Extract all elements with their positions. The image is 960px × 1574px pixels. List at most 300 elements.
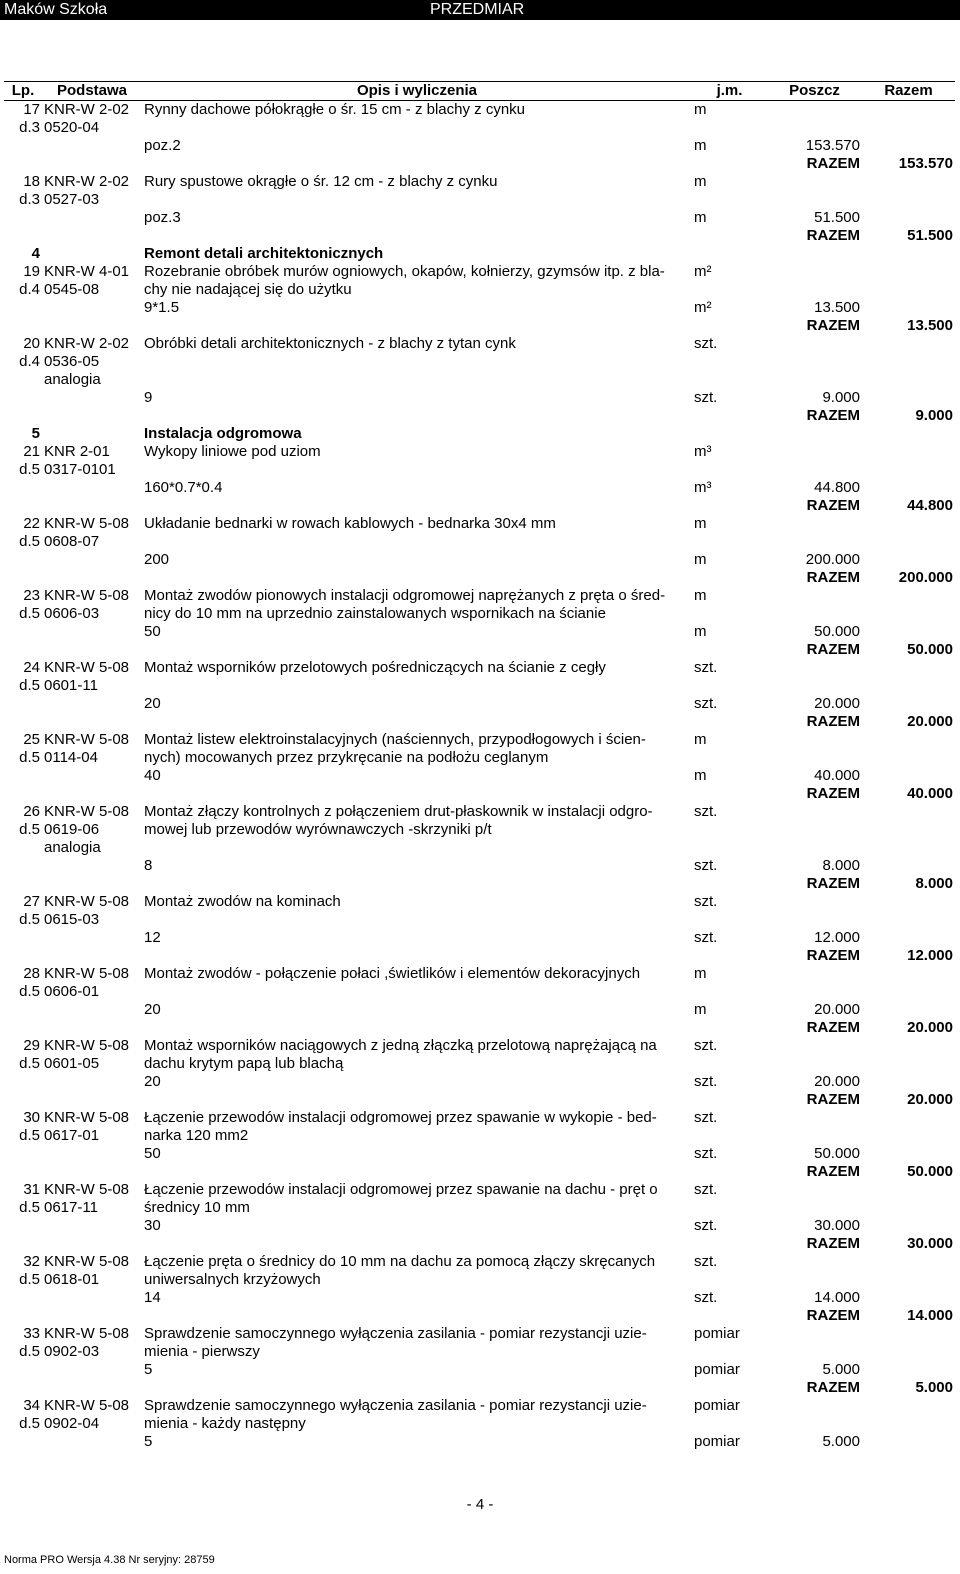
cell-razem	[862, 839, 955, 857]
cell-lp: d.5	[19, 1055, 40, 1072]
cell-podstawa: 0608-07	[44, 533, 100, 550]
cell-jm	[692, 245, 767, 263]
software-info: Norma PRO Wersja 4.38 Nr seryjny: 28759	[4, 1554, 215, 1566]
cell-poszcz	[767, 371, 862, 389]
cell-podstawa: KNR-W 5-08	[44, 803, 130, 820]
table-row	[4, 173, 955, 191]
cell-jm	[692, 1055, 767, 1073]
cell-podstawa: KNR-W 5-08	[44, 731, 130, 748]
cell-poszcz	[767, 1325, 862, 1343]
cell-lp	[4, 569, 42, 587]
cell-jm	[692, 191, 767, 209]
table-row	[4, 1343, 955, 1361]
cell-podstawa	[42, 1073, 142, 1091]
cell-razem	[862, 1343, 955, 1361]
cell-podstawa: KNR-W 4-01	[44, 263, 130, 280]
cell-podstawa	[42, 389, 142, 407]
cell-razem: 14.000	[907, 1307, 953, 1324]
cell-razem: 20.000	[907, 713, 953, 730]
cell-razem	[862, 965, 955, 983]
cell-podstawa	[42, 1235, 142, 1253]
cell-poszcz	[767, 911, 862, 929]
cell-podstawa	[42, 1091, 142, 1109]
cell-lp	[4, 623, 42, 641]
table-row	[4, 155, 955, 173]
cell-podstawa	[42, 785, 142, 803]
col-header-razem: Razem	[862, 82, 955, 101]
cell-podstawa	[42, 479, 142, 497]
cell-podstawa	[42, 1433, 142, 1451]
table-row	[4, 1397, 955, 1415]
col-header-lp: Lp.	[4, 82, 42, 101]
cell-razem	[862, 1127, 955, 1145]
cell-opis	[142, 191, 692, 209]
cell-jm: m	[694, 173, 707, 190]
cell-podstawa	[42, 551, 142, 569]
cell-lp	[4, 1379, 42, 1397]
cell-razem	[862, 461, 955, 479]
cell-opis: Montaż zwodów pionowych instalacji odgromowej naprężanych z pręta o śred-	[144, 587, 666, 604]
cell-lp: 22	[23, 515, 40, 532]
cell-podstawa: 0618-01	[44, 1271, 100, 1288]
cell-poszcz	[767, 965, 862, 983]
cell-podstawa: KNR-W 5-08	[44, 1037, 130, 1054]
table-row	[4, 1037, 955, 1055]
cell-poszcz: 51.500	[814, 209, 860, 226]
cell-opis	[142, 407, 692, 425]
cell-poszcz	[767, 893, 862, 911]
table-row	[4, 1433, 955, 1451]
cell-razem: 12.000	[907, 947, 953, 964]
table-body	[4, 101, 955, 1452]
cell-opis	[142, 461, 692, 479]
cell-jm	[692, 1415, 767, 1433]
cell-poszcz: RAZEM	[806, 785, 860, 802]
cell-jm: pomiar	[694, 1433, 740, 1450]
cell-poszcz: 5.000	[822, 1361, 860, 1378]
cell-opis: nicy do 10 mm na uprzednio zainstalowanych wspornikach na ścianie	[144, 605, 606, 622]
cell-podstawa: KNR 2-01	[44, 443, 110, 460]
cell-jm	[692, 749, 767, 767]
cell-opis: mienia - każdy następny	[144, 1415, 306, 1432]
table-row	[4, 389, 955, 407]
cell-jm: pomiar	[694, 1361, 740, 1378]
cell-poszcz	[767, 1343, 862, 1361]
cell-razem	[862, 1217, 955, 1235]
cell-razem	[862, 659, 955, 677]
cell-jm: szt.	[694, 1289, 718, 1306]
cell-lp	[4, 1019, 42, 1037]
cell-razem	[862, 119, 955, 137]
table-row	[4, 443, 955, 461]
cell-lp: d.4	[19, 353, 40, 370]
table-row	[4, 749, 955, 767]
cell-lp: 21	[23, 443, 40, 460]
cell-lp: 29	[23, 1037, 40, 1054]
cell-razem	[862, 1433, 955, 1451]
cell-jm	[692, 1091, 767, 1109]
table-row	[4, 515, 955, 533]
table-row	[4, 1019, 955, 1037]
cell-razem	[862, 101, 955, 120]
cell-jm: m	[694, 965, 707, 982]
cell-lp: d.4	[19, 281, 40, 298]
cell-lp: 31	[23, 1181, 40, 1198]
cell-poszcz	[767, 731, 862, 749]
table-row	[4, 587, 955, 605]
cell-razem	[862, 389, 955, 407]
cell-jm: m	[694, 623, 707, 640]
cell-poszcz	[767, 839, 862, 857]
cell-poszcz: RAZEM	[806, 227, 860, 244]
table-row	[4, 641, 955, 659]
table-row	[4, 893, 955, 911]
header-title: PRZEDMIAR	[430, 1, 525, 18]
col-header-opis: Opis i wyliczenia	[142, 82, 692, 101]
cell-opis: 40	[144, 767, 161, 784]
cell-razem	[862, 1181, 955, 1199]
cell-jm	[692, 839, 767, 857]
cell-jm	[692, 371, 767, 389]
cell-lp	[4, 1217, 42, 1235]
cell-podstawa: analogia	[44, 839, 101, 856]
cell-poszcz	[767, 983, 862, 1001]
cell-jm	[692, 677, 767, 695]
cell-razem	[862, 803, 955, 821]
cell-jm	[692, 407, 767, 425]
cell-lp: 24	[23, 659, 40, 676]
cell-poszcz: 30.000	[814, 1217, 860, 1234]
cell-razem	[862, 371, 955, 389]
cell-lp	[4, 1145, 42, 1163]
cell-lp: d.5	[19, 533, 40, 550]
cell-razem	[862, 1055, 955, 1073]
cell-opis: Łączenie przewodów instalacji odgromowej przez spawanie na dachu - pręt o	[144, 1181, 658, 1198]
cell-poszcz: RAZEM	[806, 569, 860, 586]
cell-lp	[4, 929, 42, 947]
cell-lp: d.5	[19, 1271, 40, 1288]
cell-lp	[4, 1433, 42, 1451]
table-row	[4, 317, 955, 335]
cell-opis: Montaż zwodów na kominach	[144, 893, 341, 910]
cell-poszcz	[767, 1109, 862, 1127]
cell-podstawa	[42, 695, 142, 713]
cell-poszcz	[767, 191, 862, 209]
cell-opis: 14	[144, 1289, 161, 1306]
cell-opis	[142, 947, 692, 965]
table-row	[4, 1325, 955, 1343]
cell-poszcz: 5.000	[822, 1433, 860, 1450]
cell-razem: 8.000	[915, 875, 953, 892]
cell-poszcz: RAZEM	[806, 155, 860, 172]
table-row	[4, 1181, 955, 1199]
cell-poszcz	[767, 821, 862, 839]
cell-poszcz	[767, 173, 862, 191]
table-row	[4, 1379, 955, 1397]
cell-lp	[4, 785, 42, 803]
col-header-poszcz: Poszcz	[767, 82, 862, 101]
cell-razem	[862, 587, 955, 605]
col-header-podstawa: Podstawa	[42, 82, 142, 101]
cell-podstawa: KNR-W 5-08	[44, 893, 130, 910]
cell-razem	[862, 173, 955, 191]
cell-podstawa: 0536-05	[44, 353, 100, 370]
table-row	[4, 1271, 955, 1289]
table-row	[4, 479, 955, 497]
cell-lp: 4	[31, 245, 40, 262]
cell-razem: 40.000	[907, 785, 953, 802]
cell-jm: m	[694, 515, 707, 532]
table-row	[4, 929, 955, 947]
cell-razem	[862, 605, 955, 623]
cell-lp: 30	[23, 1109, 40, 1126]
cell-lp: d.5	[19, 1415, 40, 1432]
cell-jm: m	[694, 767, 707, 784]
cell-poszcz: 200.000	[805, 551, 860, 568]
cell-podstawa	[42, 1289, 142, 1307]
cell-opis: Rozebranie obróbek murów ogniowych, okapów, kołnierzy, gzymsów itp. z bla-	[144, 263, 665, 280]
cell-razem	[862, 1271, 955, 1289]
cell-opis	[142, 1379, 692, 1397]
cell-jm	[692, 155, 767, 173]
table-row	[4, 821, 955, 839]
cell-lp: d.3	[19, 119, 40, 136]
cell-lp	[4, 839, 42, 857]
cell-opis: Montaż złączy kontrolnych z połączeniem drut-płaskownik w instalacji odgro-	[144, 803, 653, 820]
cell-lp: 25	[23, 731, 40, 748]
cell-opis: 20	[144, 1073, 161, 1090]
table-row	[4, 497, 955, 515]
table-row	[4, 1073, 955, 1091]
cell-lp: d.5	[19, 983, 40, 1000]
cell-poszcz: RAZEM	[806, 407, 860, 424]
cell-opis: mowej lub przewodów wyrównawczych -skrzyniki p/t	[144, 821, 492, 838]
table-row	[4, 605, 955, 623]
header-company: Maków Szkoła	[4, 1, 108, 18]
cell-podstawa: KNR-W 2-02	[44, 335, 130, 352]
cell-razem	[862, 209, 955, 227]
cell-opis: Remont detali architektonicznych	[144, 245, 384, 262]
cell-poszcz	[767, 659, 862, 677]
cell-opis: poz.2	[144, 137, 181, 154]
cell-lp	[4, 497, 42, 515]
cell-opis: 50	[144, 1145, 161, 1162]
table-row	[4, 569, 955, 587]
cell-podstawa	[42, 317, 142, 335]
cell-lp	[4, 1235, 42, 1253]
cell-jm	[692, 119, 767, 137]
cell-opis	[142, 1307, 692, 1325]
cell-lp	[4, 209, 42, 227]
cell-razem	[862, 1415, 955, 1433]
cell-razem	[862, 1001, 955, 1019]
cell-lp: 23	[23, 587, 40, 604]
cell-opis: uniwersalnych krzyżowych	[144, 1271, 321, 1288]
table-row	[4, 875, 955, 893]
cell-poszcz: RAZEM	[806, 497, 860, 514]
cell-razem	[862, 1037, 955, 1055]
cell-opis	[142, 353, 692, 371]
cell-razem	[862, 1109, 955, 1127]
cell-podstawa: 0617-01	[44, 1127, 100, 1144]
table-row	[4, 425, 955, 443]
cell-razem	[862, 335, 955, 353]
cell-opis: 30	[144, 1217, 161, 1234]
cell-poszcz: RAZEM	[806, 1307, 860, 1324]
table-row	[4, 551, 955, 569]
cell-razem: 9.000	[915, 407, 953, 424]
cell-razem: 50.000	[907, 641, 953, 658]
cell-razem: 50.000	[907, 1163, 953, 1180]
cell-podstawa	[42, 875, 142, 893]
cell-jm	[692, 947, 767, 965]
table-row	[4, 353, 955, 371]
cell-podstawa: KNR-W 5-08	[44, 515, 130, 532]
table-row	[4, 461, 955, 479]
table-row	[4, 695, 955, 713]
cell-jm: szt.	[694, 1217, 718, 1234]
cell-jm	[692, 1163, 767, 1181]
cell-lp: 32	[23, 1253, 40, 1270]
cell-lp: 28	[23, 965, 40, 982]
cell-podstawa: 0619-06	[44, 821, 100, 838]
table-row	[4, 659, 955, 677]
table-row	[4, 407, 955, 425]
cell-lp: d.5	[19, 605, 40, 622]
cell-poszcz	[767, 515, 862, 533]
cell-podstawa	[42, 1163, 142, 1181]
cell-podstawa: KNR-W 5-08	[44, 659, 130, 676]
cell-lp: 20	[23, 335, 40, 352]
cell-podstawa	[42, 857, 142, 875]
page-number: - 4 -	[466, 1496, 494, 1513]
cell-lp	[4, 875, 42, 893]
cell-razem	[862, 299, 955, 317]
cell-lp	[4, 1163, 42, 1181]
cell-poszcz	[767, 1397, 862, 1415]
table-row	[4, 1253, 955, 1271]
cell-poszcz	[767, 281, 862, 299]
cell-podstawa: KNR-W 2-02	[44, 101, 130, 118]
cell-podstawa: 0617-11	[44, 1199, 98, 1216]
cell-jm	[692, 911, 767, 929]
cell-podstawa	[42, 425, 142, 443]
cell-razem	[862, 677, 955, 695]
cell-podstawa	[42, 227, 142, 245]
cell-razem: 44.800	[907, 497, 953, 514]
cell-lp	[4, 1001, 42, 1019]
cell-jm: szt.	[694, 1253, 718, 1270]
cell-razem	[862, 479, 955, 497]
cell-lp	[4, 641, 42, 659]
cell-poszcz: 12.000	[814, 929, 860, 946]
cell-jm: m	[694, 551, 707, 568]
cell-jm	[692, 1199, 767, 1217]
cell-razem	[862, 929, 955, 947]
cell-jm	[692, 281, 767, 299]
cell-podstawa: 0601-05	[44, 1055, 100, 1072]
cell-lp	[4, 155, 42, 173]
cell-jm	[692, 461, 767, 479]
cell-podstawa: 0317-0101	[44, 461, 116, 478]
cell-poszcz	[767, 587, 862, 605]
cell-jm	[692, 1127, 767, 1145]
cell-poszcz	[767, 1199, 862, 1217]
cell-podstawa	[42, 767, 142, 785]
cell-jm: szt.	[694, 929, 718, 946]
cell-lp: 27	[23, 893, 40, 910]
cell-razem	[862, 1397, 955, 1415]
cell-opis	[142, 533, 692, 551]
cell-poszcz: RAZEM	[806, 1235, 860, 1252]
cell-podstawa	[42, 1019, 142, 1037]
cell-lp	[4, 1073, 42, 1091]
cell-jm: m	[694, 137, 707, 154]
cell-lp: 19	[23, 263, 40, 280]
cell-poszcz	[767, 605, 862, 623]
cell-opis: Rynny dachowe półokrągłe o śr. 15 cm - z blachy z cynku	[144, 101, 526, 118]
cell-podstawa: KNR-W 5-08	[44, 1325, 130, 1342]
cell-opis: dachu krytym papą lub blachą	[144, 1055, 344, 1072]
cell-poszcz: 50.000	[814, 623, 860, 640]
cell-poszcz: 40.000	[814, 767, 860, 784]
cell-podstawa	[42, 1379, 142, 1397]
cell-lp	[4, 1361, 42, 1379]
cell-opis	[142, 1163, 692, 1181]
cell-jm: szt.	[694, 1109, 718, 1126]
cell-jm	[692, 317, 767, 335]
cell-lp: d.5	[19, 911, 40, 928]
cell-podstawa: KNR-W 5-08	[44, 965, 130, 982]
cell-opis: Łączenie pręta o średnicy do 10 mm na dachu za pomocą złączy skręcanych	[144, 1253, 656, 1270]
cell-podstawa: KNR-W 5-08	[44, 587, 130, 604]
cell-opis: Układanie bednarki w rowach kablowych - bednarka 30x4 mm	[144, 515, 556, 532]
cell-podstawa: 0545-08	[44, 281, 100, 298]
cell-jm: szt.	[694, 659, 718, 676]
table-row	[4, 1415, 955, 1433]
table-row	[4, 1145, 955, 1163]
cell-opis: 5	[144, 1361, 153, 1378]
cell-poszcz: 50.000	[814, 1145, 860, 1162]
cell-lp: d.5	[19, 821, 40, 838]
table-row	[4, 1091, 955, 1109]
table-row	[4, 1307, 955, 1325]
cell-opis	[142, 371, 692, 389]
cell-lp	[4, 713, 42, 731]
cell-lp	[4, 299, 42, 317]
cell-poszcz	[767, 101, 862, 120]
cell-podstawa: 0615-03	[44, 911, 100, 928]
cell-jm: szt.	[694, 1037, 718, 1054]
cell-poszcz: 44.800	[814, 479, 860, 496]
cell-razem	[862, 821, 955, 839]
cell-jm: szt.	[694, 1145, 718, 1162]
cell-opis	[142, 785, 692, 803]
cell-opis: Montaż wsporników naciągowych z jedną złączką przelotową naprężającą na	[144, 1037, 657, 1054]
cell-razem: 200.000	[898, 569, 953, 586]
cell-opis: 8	[144, 857, 153, 874]
header-banner	[0, 0, 960, 20]
cell-razem	[862, 443, 955, 461]
cell-poszcz	[767, 1415, 862, 1433]
cell-razem	[862, 515, 955, 533]
cell-opis: mienia - pierwszy	[144, 1343, 260, 1360]
cell-jm: m	[694, 731, 707, 748]
cell-poszcz	[767, 1181, 862, 1199]
cell-razem: 153.570	[898, 155, 953, 172]
cell-jm	[692, 353, 767, 371]
cell-podstawa	[42, 623, 142, 641]
